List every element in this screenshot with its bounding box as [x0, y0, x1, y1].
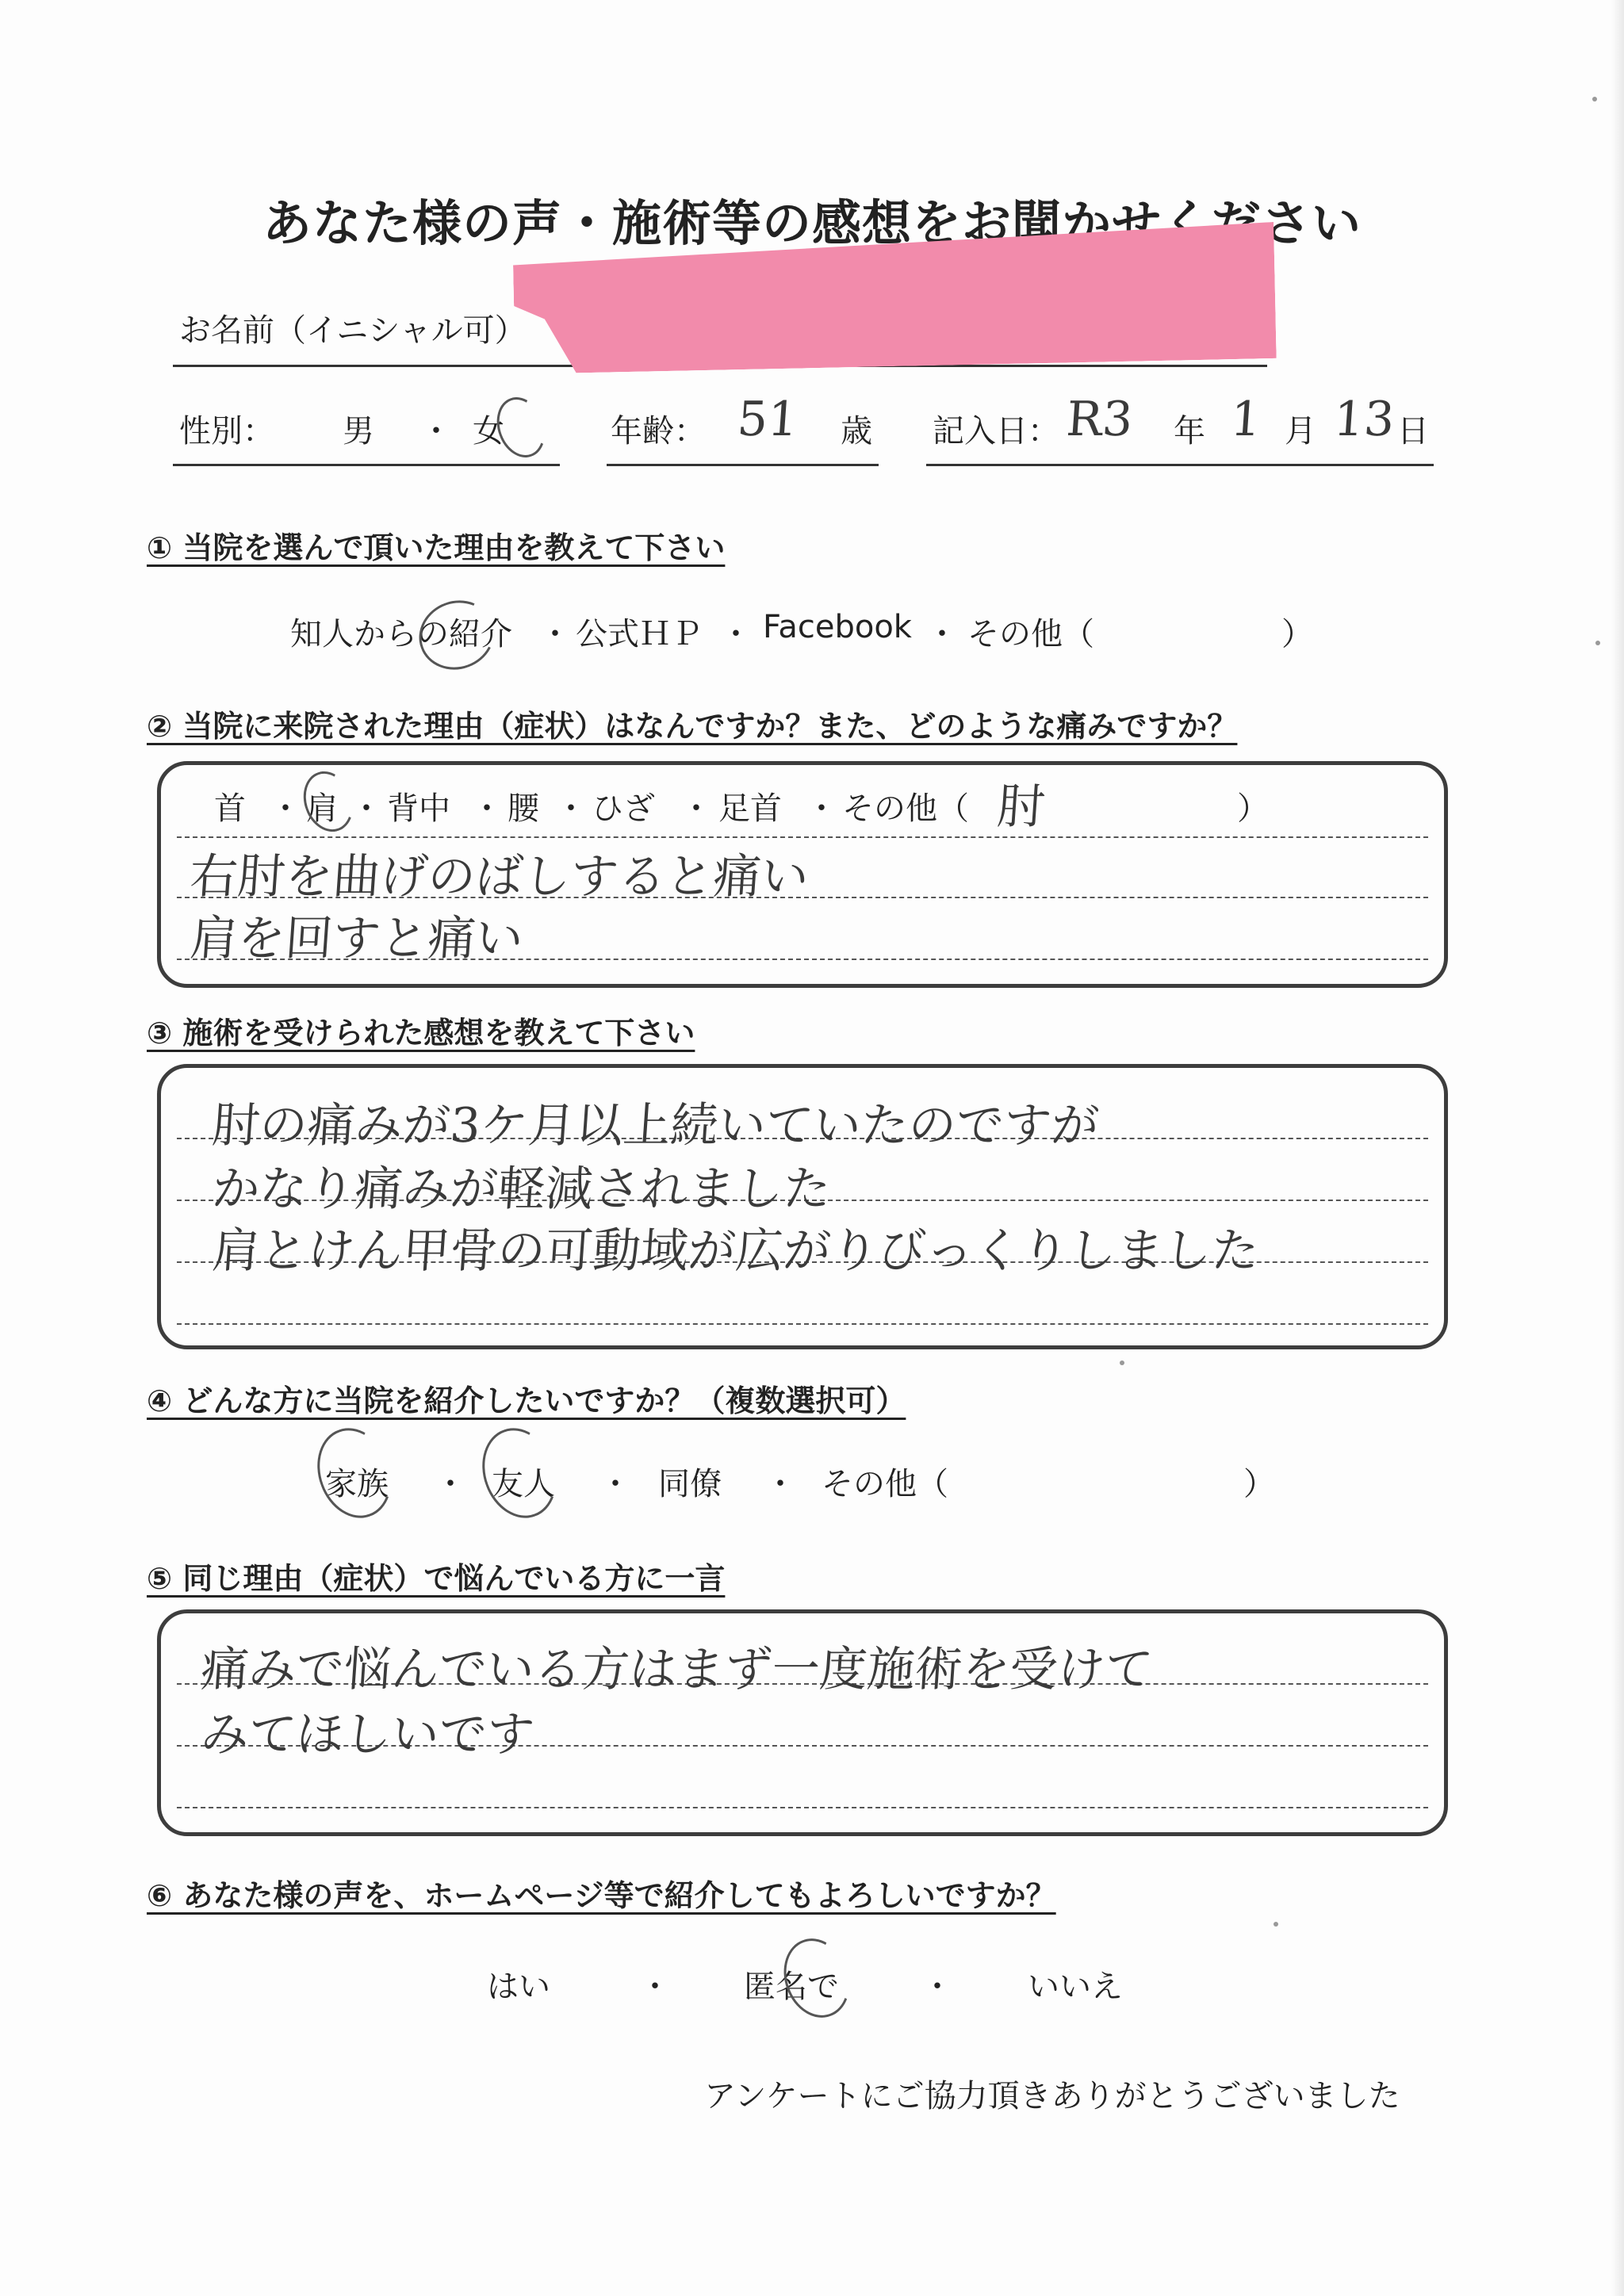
q3-answer-line-1: 肘の痛みが3ケ月以上続いていたのですが [210, 1098, 1101, 1154]
gender-male-option[interactable]: 男 [343, 413, 374, 450]
q1-separator: ・ [720, 616, 752, 652]
page-edge-shadow [1611, 0, 1624, 2296]
q2-separator: ・ [471, 790, 503, 827]
age-label: 年齢： [611, 413, 706, 450]
q2-option-knee[interactable]: ひざ [592, 790, 655, 827]
q3-answer-line-2: かなり痛みが軽減されました [210, 1161, 833, 1217]
q4-friend-circle [470, 1418, 569, 1529]
q3-heading: ③ 施術を受けられた感想を教えて下さい [147, 1016, 695, 1050]
q1-option-referral[interactable]: 知人からの紹介 [290, 616, 512, 652]
q4-family-circle [305, 1418, 404, 1529]
q4-separator: ・ [435, 1466, 466, 1502]
year-unit: 年 [1174, 413, 1205, 450]
q2-separator: ・ [806, 790, 837, 827]
scan-speck [1595, 641, 1600, 645]
scan-speck [1592, 97, 1597, 101]
q2-separator: ・ [680, 790, 712, 827]
month-value: 1 [1228, 392, 1263, 447]
q2-option-neck[interactable]: 首 [214, 790, 246, 827]
q3-answer-line-3: 肩とけん甲骨の可動域が広がりびっくりしました [210, 1223, 1262, 1279]
name-label: お名前（イニシャル可） [179, 312, 527, 349]
q6-separator: ・ [921, 1969, 953, 2005]
q2-answer-line-1: 右肘を曲げのばしすると痛い [188, 849, 811, 905]
footer-thanks: アンケートにご協力頂きありがとうございました [704, 2078, 1400, 2114]
q1-heading: ① 当院を選んで頂いた理由を教えて下さい [147, 530, 726, 565]
q2-option-back[interactable]: 背中 [387, 790, 450, 827]
day-value: 13 [1331, 392, 1396, 447]
gender-label: 性別： [179, 413, 274, 450]
q4-option-family[interactable]: 家族 [325, 1466, 389, 1502]
age-underline [607, 464, 879, 466]
q1-selected-circle [409, 590, 504, 680]
date-era: R3 [1064, 392, 1135, 447]
q6-option-no[interactable]: いいえ [1028, 1969, 1123, 2005]
q6-option-yes[interactable]: はい [487, 1969, 550, 2005]
gender-separator: ・ [420, 413, 452, 450]
age-value: 51 [735, 392, 800, 447]
age-unit: 歳 [841, 413, 872, 450]
scan-speck [1274, 1922, 1278, 1927]
q4-other-close: ） [1243, 1466, 1275, 1502]
q5-heading: ⑤ 同じ理由（症状）で悩んでいる方に一言 [147, 1561, 726, 1596]
month-unit: 月 [1285, 413, 1316, 450]
gender-female-circle [488, 390, 553, 464]
scan-speck [1120, 1360, 1124, 1365]
q4-heading: ④ どんな方に当院を紹介したいですか？（複数選択可） [147, 1383, 906, 1418]
q2-heading: ② 当院に来院された理由（症状）はなんですか？また、どのような痛みですか？ [147, 709, 1238, 744]
q6-selected-circle [773, 1929, 860, 2026]
date-underline [926, 464, 1434, 466]
q2-separator: ・ [555, 790, 587, 827]
q1-other-close: ） [1281, 616, 1313, 652]
form-title: あなた様の声・施術等の感想をお聞かせください [262, 194, 1362, 252]
q4-separator: ・ [764, 1466, 796, 1502]
q2-option-shoulder[interactable]: 肩 [306, 790, 338, 827]
q2-separator: ・ [350, 790, 382, 827]
q5-answer-line-2: みてほしいです [199, 1707, 537, 1762]
date-label: 記入日： [933, 413, 1059, 450]
q1-option-facebook[interactable]: Facebook [763, 609, 912, 645]
q2-separator: ・ [270, 790, 301, 827]
q6-option-anonymous[interactable]: 匿名で [744, 1969, 839, 2005]
q2-option-ankle[interactable]: 足首 [718, 790, 782, 827]
q1-separator: ・ [926, 616, 958, 652]
gender-underline [173, 464, 560, 466]
q6-separator: ・ [639, 1969, 671, 2005]
q4-separator: ・ [599, 1466, 631, 1502]
q1-separator: ・ [539, 616, 571, 652]
gender-female-option[interactable]: 女 [473, 413, 504, 450]
q2-option-lower-back[interactable]: 腰 [508, 790, 539, 827]
q2-answer-line-2: 肩を回すと痛い [188, 911, 526, 966]
q1-option-other[interactable]: その他（ [967, 616, 1094, 652]
q6-heading: ⑥ あなた様の声を、ホームページ等で紹介してもよろしいですか？ [147, 1878, 1056, 1913]
q2-other-close: ） [1237, 790, 1269, 827]
q4-option-other[interactable]: その他（ [822, 1466, 948, 1502]
q2-option-other[interactable]: その他（ [842, 790, 969, 827]
q4-option-coworker[interactable]: 同僚 [658, 1466, 722, 1502]
q1-option-website[interactable]: 公式ＨＰ [576, 616, 703, 652]
day-unit: 日 [1397, 413, 1429, 450]
q5-answer-line-1: 痛みで悩んでいる方はまず一度施術を受けて [199, 1642, 1155, 1697]
q2-other-value: 肘 [995, 779, 1048, 835]
q4-option-friend[interactable]: 友人 [492, 1466, 555, 1502]
